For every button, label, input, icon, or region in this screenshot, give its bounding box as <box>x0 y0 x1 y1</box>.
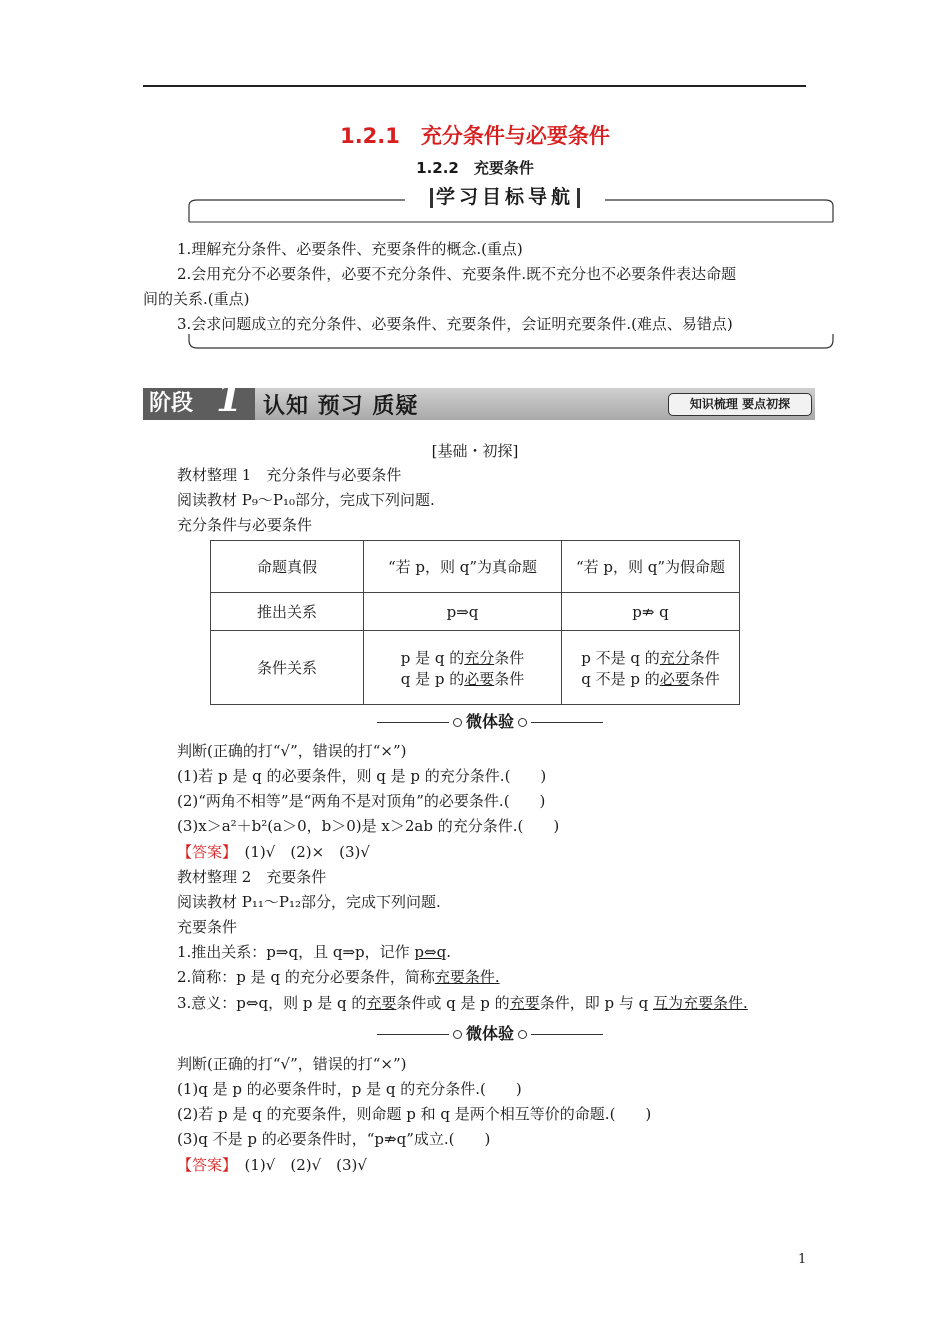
cell-text: p 不是 q 的 <box>581 648 660 667</box>
cell-text: q 不是 p 的 <box>581 669 660 688</box>
answer-label: 【答案】 <box>177 843 230 861</box>
table-cell: “若 p，则 q”为真命题 <box>364 541 562 593</box>
stage-label-text: 阶段 <box>149 391 194 416</box>
circle-icon <box>453 718 462 727</box>
goal-item-2-cont: 间的关系.(重点) <box>143 290 250 308</box>
cell-line <box>568 647 733 668</box>
text: . <box>446 943 451 961</box>
goal-item-3: 3.会求问题成立的充分条件、必要条件、充要条件，会证明充要条件.(难点、易错点) <box>177 315 733 333</box>
section-heading: [基础・初探] <box>431 442 519 460</box>
quiz1-answer <box>177 841 370 862</box>
quiz2-banner <box>376 1021 604 1044</box>
section1-reading: 阅读教材 P₉～P₁₀部分，完成下列问题. <box>177 491 435 509</box>
answer-label: 【答案】 <box>177 1156 230 1174</box>
quiz1-item-2: (2)“两角不相等”是“两角不是对顶角”的必要条件.( ) <box>177 792 546 810</box>
condition-table <box>210 540 740 705</box>
table-cell: 命题真假 <box>211 541 364 593</box>
cell-line <box>370 668 555 689</box>
section2-point-3 <box>177 992 748 1013</box>
table-cell: 条件关系 <box>211 631 364 705</box>
banner-bar-right <box>577 188 580 208</box>
cell-text: q 是 p 的 <box>400 669 465 688</box>
cell-underlined: 充分 <box>464 648 495 667</box>
quiz2-answer <box>177 1154 367 1175</box>
page-number: 1 <box>798 1252 807 1267</box>
table-row <box>211 631 740 705</box>
table-cell: p⇏ q <box>562 593 740 631</box>
cell-text: p 是 q 的 <box>400 648 465 667</box>
table-row <box>211 541 740 593</box>
text: 1.推出关系：p⇒q，且 q⇒p，记作 <box>177 943 415 961</box>
section1-subhead: 充分条件与必要条件 <box>177 516 313 534</box>
cell-text: 条件 <box>494 648 525 667</box>
quiz2-item-1: (1)q 是 p 的必要条件时，p 是 q 的充分条件.( ) <box>177 1080 522 1098</box>
underlined-text: p⇔q <box>414 943 447 961</box>
section2-subhead: 充要条件 <box>177 918 238 936</box>
goal-item-1: 1.理解充分条件、必要条件、充要条件的概念.(重点) <box>177 240 523 258</box>
quiz1-item-3: (3)x＞a²＋b²(a＞0，b＞0)是 x＞2ab 的充分条件.( ) <box>177 817 560 835</box>
circle-icon <box>518 718 527 727</box>
stage-tag: 知识梳理 要点初探 <box>668 393 812 416</box>
quiz2-banner-text: 微体验 <box>465 1024 514 1043</box>
stage-number: 1 <box>216 375 243 420</box>
section2-topic: 教材整理 2 充要条件 <box>177 868 327 886</box>
circle-icon <box>453 1030 462 1039</box>
divider <box>531 1034 603 1035</box>
divider <box>377 722 449 723</box>
cell-underlined: 必要 <box>659 669 690 688</box>
section1-topic: 教材整理 1 充分条件与必要条件 <box>177 466 402 484</box>
quiz1-prompt: 判断(正确的打“√”，错误的打“×”) <box>177 742 407 760</box>
text: 条件，即 p 与 q <box>539 994 653 1012</box>
table-row <box>211 593 740 631</box>
text: 条件或 q 是 p 的 <box>396 994 510 1012</box>
quiz2-item-2: (2)若 p 是 q 的充要条件，则命题 p 和 q 是两个相互等价的命题.( ) <box>177 1105 652 1123</box>
cell-text: 条件 <box>689 648 720 667</box>
circle-icon <box>518 1030 527 1039</box>
section2-point-2 <box>177 966 500 987</box>
cell-underlined: 充分 <box>659 648 690 667</box>
quiz1-banner <box>376 709 604 732</box>
quiz1-banner-text: 微体验 <box>465 712 514 731</box>
underlined-text: 充要 <box>366 994 397 1012</box>
answer-text: (1)√ (2)√ (3)√ <box>244 1156 367 1174</box>
goals-banner-text: 学习目标导航 <box>435 186 574 208</box>
cell-line <box>568 668 733 689</box>
top-rule <box>143 85 806 87</box>
section2-reading: 阅读教材 P₁₁～P₁₂部分，完成下列问题. <box>177 893 441 911</box>
table-cell: 推出关系 <box>211 593 364 631</box>
cell-text: 条件 <box>494 669 525 688</box>
table-cell: “若 p，则 q”为假命题 <box>562 541 740 593</box>
cell-line <box>370 647 555 668</box>
goal-item-2: 2.会用充分不必要条件，必要不充分条件、充要条件.既不充分也不必要条件表达命题 <box>177 265 737 283</box>
divider <box>531 722 603 723</box>
table-cell: p⇒q <box>364 593 562 631</box>
text: 3.意义：p⇔q，则 p 是 q 的 <box>177 994 367 1012</box>
table-cell <box>562 631 740 705</box>
page-subtitle: 1.2.2 充要条件 <box>416 159 534 177</box>
cell-text: 条件 <box>689 669 720 688</box>
quiz2-item-3: (3)q 不是 p 的必要条件时，“p⇏q”成立.( ) <box>177 1130 491 1148</box>
answer-text: (1)√ (2)× (3)√ <box>244 843 370 861</box>
section2-point-1 <box>177 941 451 962</box>
goals-banner <box>405 182 605 210</box>
text: 2.简称：p 是 q 的充分必要条件，简称 <box>177 968 435 986</box>
table-cell <box>364 631 562 705</box>
divider <box>377 1034 449 1035</box>
page-title: 1.2.1 充分条件与必要条件 <box>340 124 610 148</box>
stage-label <box>143 375 255 420</box>
banner-bar-left <box>430 188 433 208</box>
underlined-text: 充要 <box>509 994 540 1012</box>
quiz1-item-1: (1)若 p 是 q 的必要条件，则 q 是 p 的充分条件.( ) <box>177 767 547 785</box>
cell-underlined: 必要 <box>464 669 495 688</box>
quiz2-prompt: 判断(正确的打“√”，错误的打“×”) <box>177 1055 407 1073</box>
underlined-text: 互为充要条件. <box>652 994 748 1012</box>
stage-title: 认知 预习 质疑 <box>263 393 419 419</box>
underlined-text: 充要条件. <box>434 968 500 986</box>
